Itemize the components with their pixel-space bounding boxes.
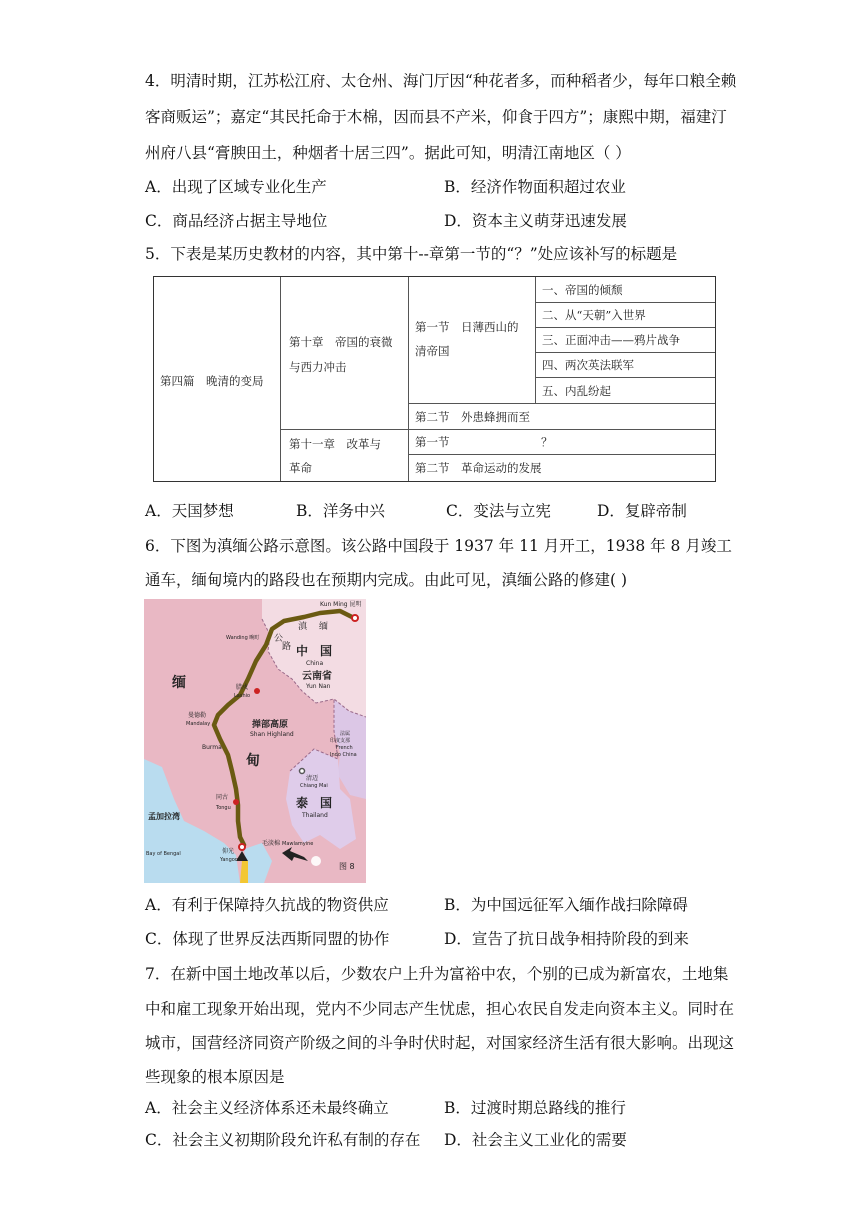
table-item-4-text: 四、两次英法联军 bbox=[542, 358, 634, 372]
q7-stem-line-2: 中和雇工现象开始出现，党内不少同志产生忧虑，担心农民自发走向资本主义。同时在 bbox=[145, 1000, 735, 1018]
table-item-3-text: 三、正面冲击——鸦片战争 bbox=[542, 333, 680, 347]
q6-option-c[interactable]: C．体现了世界反法西斯同盟的协作 bbox=[145, 930, 390, 948]
map-label-gong: 公 bbox=[274, 634, 284, 644]
q6-stem-line-2: 通车，缅甸境内的路段也在预期内完成。由此可见，滇缅公路的修建( ) bbox=[145, 571, 628, 589]
map-label-china-cn: 中 国 bbox=[296, 644, 333, 658]
map-label-indochina-cn: 法属 bbox=[340, 731, 351, 737]
map-label-china-en: China bbox=[306, 660, 324, 667]
q5-option-c[interactable]: C．变法与立宪 bbox=[446, 502, 551, 520]
q7-option-d[interactable]: D．社会主义工业化的需要 bbox=[444, 1131, 627, 1149]
kunming-marker-icon bbox=[352, 615, 358, 621]
map-label-chiangmai-en: Chiang Mai bbox=[300, 783, 328, 789]
toungoo-marker-icon bbox=[233, 799, 239, 805]
table-ch11-cell bbox=[281, 430, 409, 481]
table-item-5-text: 五、内乱纷起 bbox=[542, 384, 611, 398]
map-label-yangon-en: Yangon bbox=[220, 857, 239, 863]
map-label-toungoo-en: Tongu bbox=[216, 805, 231, 811]
q4-option-a[interactable]: A．出现了区域专业化生产 bbox=[145, 178, 327, 196]
table-ch11-sec1-text: 第一节 bbox=[415, 435, 450, 449]
map-label-burma-en: Burma bbox=[202, 744, 222, 751]
map-label-kunming: Kun Ming 昆明 bbox=[320, 601, 362, 608]
map-label-mian-road: 缅 bbox=[319, 622, 329, 632]
q4-stem-line-3: 州府八县“膏腴田土，种烟者十居三四”。据此可知，明清江南地区（ ） bbox=[145, 144, 631, 162]
map-label-mandalay-en: Mandalay bbox=[186, 721, 211, 727]
table-ch10-line1: 第十章 帝国的衰微 bbox=[289, 335, 393, 349]
map-label-moulmein-en: Mawlamyine bbox=[282, 841, 314, 847]
q4-stem-line-2: 客商贩运”；嘉定“其民托命于木棉，因而县不产米，仰食于四方”；康熙中期，福建汀 bbox=[145, 108, 727, 126]
q4-option-c[interactable]: C．商品经济占据主导地位 bbox=[145, 212, 328, 230]
map-label-moulmein-cn: 毛淡棉 bbox=[262, 840, 281, 847]
table-sec1-line2: 清帝国 bbox=[415, 344, 450, 358]
table-sec1-line1: 第一节 日薄西山的 bbox=[415, 320, 519, 334]
q7-option-a[interactable]: A．社会主义经济体系还未最终确立 bbox=[145, 1099, 389, 1117]
textbook-table bbox=[153, 276, 716, 482]
q6-stem-line-1: 6．下图为滇缅公路示意图。该公路中国段于 1937 年 11 月开工，1938 年 8 月竣工 bbox=[145, 537, 732, 555]
table-ch10-cell bbox=[281, 277, 409, 430]
map-label-lashio-en: Lashio bbox=[234, 693, 251, 699]
q5-option-a[interactable]: A．天国梦想 bbox=[145, 502, 234, 520]
table-item-2 bbox=[536, 303, 715, 328]
map-label-yangon-cn: 仰光 bbox=[222, 848, 235, 855]
map-label-shan-en: Shan Highland bbox=[250, 731, 294, 738]
q7-stem-line-1: 7．在新中国土地改革以后，少数农户上升为富裕中农，个别的已成为新富农，土地集 bbox=[145, 965, 729, 983]
map-label-mandalay-cn: 曼德勒 bbox=[188, 712, 207, 719]
table-ch10-line2: 与西力冲击 bbox=[289, 360, 347, 374]
q7-option-b[interactable]: B．过渡时期总路线的推行 bbox=[444, 1099, 626, 1117]
q6-option-a[interactable]: A．有利于保障持久抗战的物资供应 bbox=[145, 896, 389, 914]
map-label-yunnan-cn: 云南省 bbox=[302, 671, 332, 682]
q7-option-c[interactable]: C．社会主义初期阶段允许私有制的存在 bbox=[145, 1131, 421, 1149]
q6-option-b[interactable]: B．为中国远征军入缅作战扫除障碍 bbox=[444, 896, 688, 914]
table-sec2-text: 第二节 外患蜂拥而至 bbox=[415, 410, 530, 424]
q5-stem: 5．下表是某历史教材的内容，其中第十--章第一节的“？”处应该补写的标题是 bbox=[145, 245, 678, 263]
q7-stem-line-4: 些现象的根本原因是 bbox=[145, 1068, 285, 1086]
map-label-bengal-cn: 孟加拉湾 bbox=[148, 812, 180, 821]
table-item-5 bbox=[536, 378, 715, 404]
table-item-1 bbox=[536, 277, 715, 303]
map-label-lashio-cn: 腊戍 bbox=[236, 684, 249, 691]
map-label-thailand-en: Thailand bbox=[302, 812, 328, 819]
map-label-indochina-cn2: 印度支那 bbox=[330, 738, 351, 744]
map-label-burma-cn-1: 缅 bbox=[172, 675, 186, 691]
table-ch11-sec2-cell bbox=[409, 455, 715, 481]
table-item-4 bbox=[536, 353, 715, 378]
map-label-indochina-en1: French bbox=[336, 745, 353, 751]
table-item-2-text: 二、从“天朝”入世界 bbox=[542, 308, 646, 322]
table-sec2-cell bbox=[409, 404, 715, 430]
map-label-indochina-en2: Indo China bbox=[330, 752, 357, 758]
q4-option-b[interactable]: B．经济作物面积超过农业 bbox=[444, 178, 626, 196]
map-label-burma-cn-2: 甸 bbox=[246, 753, 260, 769]
table-ch11-sec2-text: 第二节 革命运动的发展 bbox=[415, 461, 542, 475]
lashio-marker-icon bbox=[254, 688, 260, 694]
map-label-yunnan-en: Yun Nan bbox=[306, 683, 331, 690]
map-label-dian: 滇 bbox=[298, 622, 308, 632]
map-label-bengal-en: Bay of Bengal bbox=[146, 851, 181, 857]
table-ch11-sec1-question-mark: ？ bbox=[541, 435, 553, 449]
map-label-shan-cn: 掸部高原 bbox=[252, 720, 289, 730]
q4-option-d[interactable]: D．资本主义萌芽迅速发展 bbox=[444, 212, 627, 230]
yangon-marker-icon bbox=[239, 844, 245, 850]
map-label-thailand-cn: 泰 国 bbox=[296, 796, 333, 810]
q4-stem-line-1: 4．明清时期，江苏松江府、太仓州、海门厅因“种花者多，而种稻者少，每年口粮全赖 bbox=[145, 72, 737, 90]
map-label-wanding: Wanding 畹町 bbox=[226, 635, 260, 641]
table-ch11-line2: 革命 bbox=[289, 461, 312, 475]
table-sec1-cell bbox=[409, 277, 536, 404]
map-label-chiangmai-cn: 清迈 bbox=[306, 775, 319, 782]
table-ch11-line1: 第十一章 改革与 bbox=[289, 437, 381, 451]
table-part-cell bbox=[154, 277, 281, 481]
table-ch11-sec1-cell bbox=[409, 430, 715, 455]
map-label-lu: 路 bbox=[282, 642, 292, 652]
q5-option-d[interactable]: D．复辟帝制 bbox=[597, 502, 687, 520]
table-part-text: 第四篇 晚清的变局 bbox=[160, 374, 264, 388]
chiangmai-marker-icon bbox=[300, 769, 305, 774]
burma-road-map bbox=[144, 599, 366, 883]
q6-option-d[interactable]: D．宣告了抗日战争相持阶段的到来 bbox=[444, 930, 689, 948]
map-label-figure-number: 图 8 bbox=[339, 862, 355, 871]
table-item-3 bbox=[536, 328, 715, 353]
q7-stem-line-3: 城市，国营经济同资产阶级之间的斗争时伏时起，对国家经济生活有很大影响。出现这 bbox=[145, 1034, 735, 1052]
map-label-toungoo-cn: 同古 bbox=[216, 794, 229, 801]
table-item-1-text: 一、帝国的倾颓 bbox=[542, 283, 623, 297]
q5-option-b[interactable]: B．洋务中兴 bbox=[296, 502, 385, 520]
